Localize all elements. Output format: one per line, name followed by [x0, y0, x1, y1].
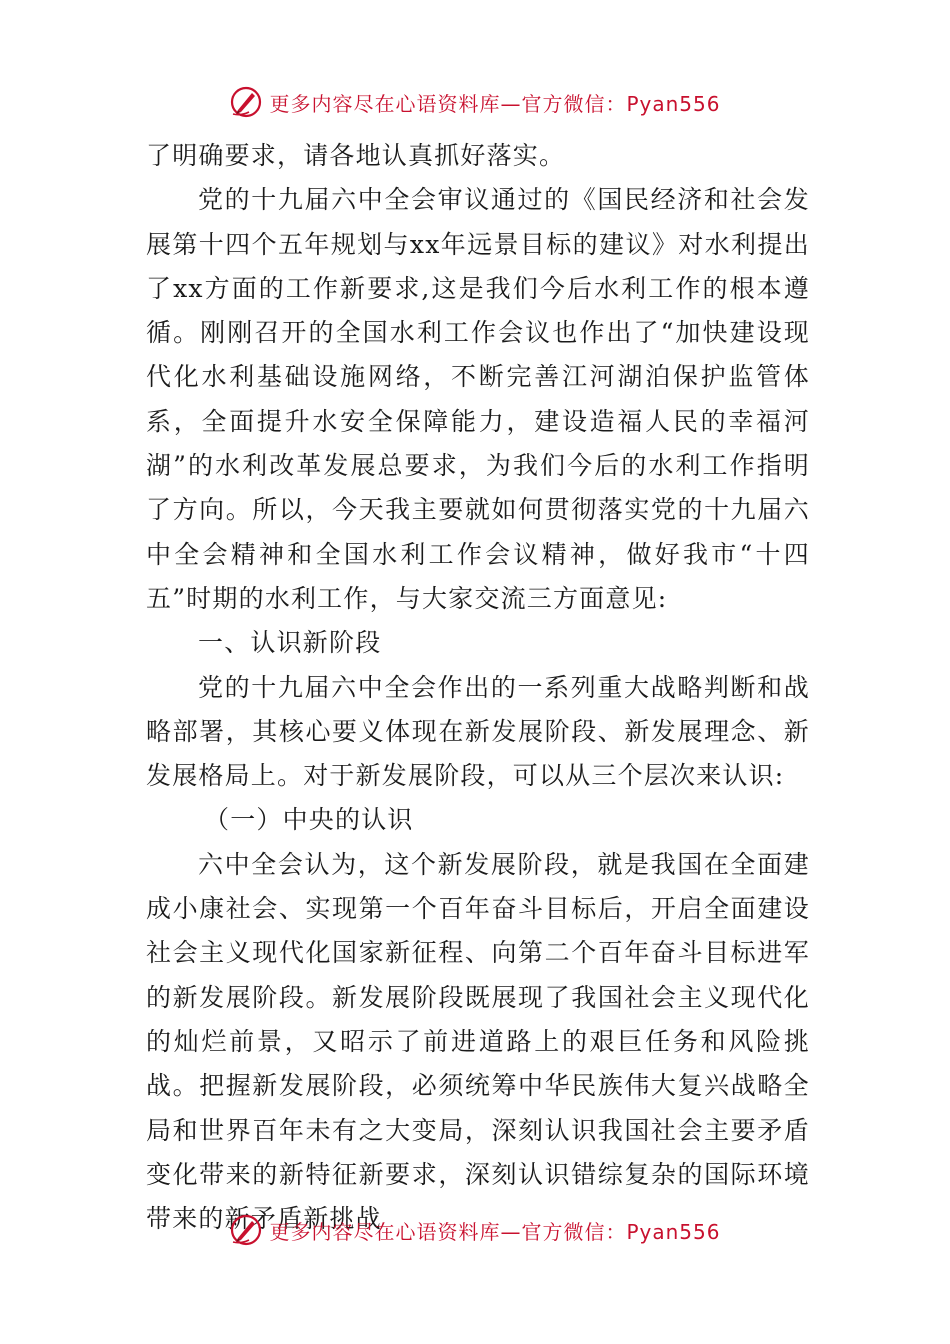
footer-banner-text: 更多内容尽在心语资料库—官方微信：Pyan556: [269, 1219, 721, 1244]
paragraph-continuation: 了明确要求，请各地认真抓好落实。: [146, 141, 566, 170]
paragraph: 六中全会认为，这个新发展阶段，就是我国在全面建成小康社会、实现第一个百年奋斗目标后，开启全面建设社会主义现代化国家新征程、向第二个百年奋斗目标进军的新发展阶段。新发展阶段既展现了我国社会主义现代化的灿烂前景，又昭示了前进道路上的艰巨任务和风险挑战。把握新发展阶段，必须统筹中华民族伟大复兴战略全局和世界百年未有之大变局，深刻认识我国社会主要矛盾变化带来的新特征新要求，深刻认识错综复杂的国际环境带来的新矛盾新挑战: [146, 849, 810, 1234]
subsection-heading: （一）中央的认识: [204, 805, 414, 835]
footer-banner: [0, 1210, 950, 1250]
pen-logo-icon: [229, 85, 263, 119]
paragraph: 党的十九届六中全会审议通过的《国民经济和社会发展第十四个五年规划与xx年远景目标的建议》对水利提出了xx方面的工作新要求,这是我们今后水利工作的根本遵循。刚刚召开的全国水利工作会议也作出了“加快建设现代化水利基础设施网络，不断完善江河湖泊保护监管体系，全面提升水安全保障能力，建设造福人民的幸福河湖”的水利改革发展总要求，为我们今后的水利工作指明了方向。所以，今天我主要就如何贯彻落实党的十九届六中全会精神和全国水利工作会议精神，做好我市“十四五”时期的水利工作，与大家交流三方面意见:: [146, 185, 810, 613]
document-body: [146, 134, 810, 1241]
paragraph: 党的十九届六中全会作出的一系列重大战略判断和战略部署，其核心要义体现在新发展阶段、新发展理念、新发展格局上。对于新发展阶段，可以从三个层次来认识:: [146, 672, 810, 791]
section-heading: 一、认识新阶段: [198, 628, 382, 658]
pen-logo-icon: [229, 1213, 263, 1247]
header-banner-text: 更多内容尽在心语资料库—官方微信：Pyan556: [269, 91, 721, 116]
header-banner: [0, 82, 950, 122]
